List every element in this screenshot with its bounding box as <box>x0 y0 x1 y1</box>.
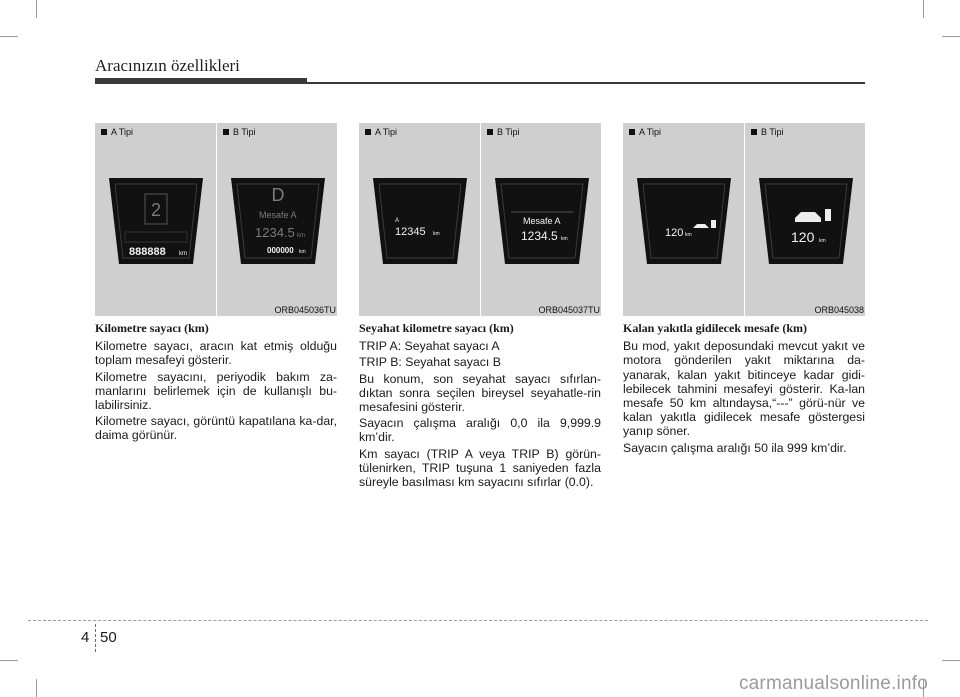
figure-code: ORB045037TU <box>538 305 600 315</box>
figure-type-a <box>95 123 216 316</box>
type-a-label: A Tipi <box>101 127 133 137</box>
svg-text:km: km <box>433 231 440 237</box>
header-rule-thin <box>307 82 865 84</box>
page-number-separator <box>95 624 96 652</box>
svg-text:km: km <box>685 232 692 238</box>
crop-mark <box>942 36 960 37</box>
type-b-label: B Tipi <box>223 127 256 137</box>
paragraph: Bu konum, son seyahat sayacı sıfırlan-dıktan sonra seçilen bireysel seyahatle-rin mesafesini gösterir. <box>359 371 601 415</box>
square-bullet-icon <box>629 129 635 135</box>
figure-code: ORB045038 <box>814 305 864 315</box>
svg-text:km: km <box>297 233 305 239</box>
page-number: 50 <box>100 629 117 646</box>
figure-code: ORB045036TU <box>274 305 336 315</box>
square-bullet-icon <box>101 129 107 135</box>
svg-text:A: A <box>395 218 400 224</box>
crop-mark <box>0 660 18 661</box>
column-trip-meter <box>359 321 601 491</box>
type-b-label: B Tipi <box>751 127 784 137</box>
trip-meter-figure <box>359 123 601 316</box>
cluster-display <box>757 176 855 266</box>
fuel-pump-icon <box>711 220 716 228</box>
type-a-label: A Tipi <box>365 127 397 137</box>
column-heading: Seyahat kilometre sayacı (km) <box>359 321 514 335</box>
svg-text:Mesafe A: Mesafe A <box>259 210 297 220</box>
svg-text:2: 2 <box>150 200 162 220</box>
square-bullet-icon <box>751 129 757 135</box>
odometer-figure <box>95 123 337 316</box>
figure-type-b <box>480 123 602 316</box>
figure-type-a <box>623 123 744 316</box>
paragraph: Kilometre sayacını, periyodik bakım za-manlarını belirlemek için de kullanışlı bu-labilirsiniz. <box>95 369 337 413</box>
crop-mark <box>36 679 37 697</box>
odometer-value: 888888 <box>129 246 166 258</box>
svg-text:1234.5: 1234.5 <box>255 225 295 240</box>
square-bullet-icon <box>365 129 371 135</box>
cluster-display <box>107 176 205 266</box>
range-value: 120 <box>791 229 815 245</box>
column-distance-to-empty <box>623 321 865 457</box>
footer-rule <box>28 620 928 621</box>
crop-mark <box>36 0 37 18</box>
trip-value: 12345 <box>395 226 426 238</box>
svg-text:km: km <box>299 249 306 255</box>
fuel-pump-icon <box>825 209 831 221</box>
svg-text:km: km <box>561 236 568 242</box>
paragraph: TRIP B: Seyahat sayacı B <box>359 355 501 370</box>
cluster-display <box>635 176 733 266</box>
distance-to-empty-figure <box>623 123 865 316</box>
column-odometer <box>95 321 337 445</box>
paragraph: Bu mod, yakıt deposundaki mevcut yakıt ve motora gönderilen yakıt miktarına da-yanarak, kalan yakıt bitinceye kadar gidi-lebilecek tahmini mesafeyi gösterir. Ka-lan mesafe 50 km altındaysa,“---” görü-nür ve kalan yakıtla gidilecek mesafe göstergesi yanıp söner. <box>623 339 865 439</box>
watermark: carmanualsonline.info <box>738 673 928 694</box>
figure-type-a <box>359 123 480 316</box>
figure-type-b <box>216 123 338 316</box>
type-b-label: B Tipi <box>487 127 520 137</box>
paragraph: Km sayacı (TRIP A veya TRIP B) görün-tülenirken, TRIP tuşuna 1 saniyeden fazla süreyle basılması km sayacını sıfırlar (0.0). <box>359 446 601 490</box>
odometer-value: 000000 <box>267 246 294 255</box>
cluster-display <box>371 176 469 266</box>
trip-value: 1234.5 <box>521 229 558 243</box>
square-bullet-icon <box>223 129 229 135</box>
crop-mark <box>923 0 924 18</box>
cluster-display <box>493 176 591 266</box>
figure-type-b <box>744 123 866 316</box>
svg-text:km: km <box>179 251 187 257</box>
column-heading: Kilometre sayacı (km) <box>95 321 209 335</box>
type-a-label: A Tipi <box>629 127 661 137</box>
range-value: 120 <box>665 227 684 239</box>
svg-text:D: D <box>271 185 285 205</box>
section-title: Aracınızın özellikleri <box>95 56 240 75</box>
square-bullet-icon <box>487 129 493 135</box>
paragraph: Sayacın çalışma aralığı 0,0 ila 9,999.9 km’dir. <box>359 416 601 445</box>
chapter-number: 4 <box>81 629 90 646</box>
svg-text:Mesafe A: Mesafe A <box>523 216 561 226</box>
column-heading: Kalan yakıtla gidilecek mesafe (km) <box>623 321 807 335</box>
svg-text:km: km <box>819 238 826 244</box>
paragraph: Kilometre sayacı, aracın kat etmiş olduğu toplam mesafeyi gösterir. <box>95 339 337 368</box>
cluster-display <box>229 176 327 266</box>
paragraph: Sayacın çalışma aralığı 50 ila 999 km’dir. <box>623 440 847 455</box>
header-rule <box>95 78 307 84</box>
crop-mark <box>0 36 18 37</box>
crop-mark <box>942 660 960 661</box>
paragraph: Kilometre sayacı, görüntü kapatılana ka-dar, daima görünür. <box>95 414 337 443</box>
paragraph: TRIP A: Seyahat sayacı A <box>359 339 500 354</box>
